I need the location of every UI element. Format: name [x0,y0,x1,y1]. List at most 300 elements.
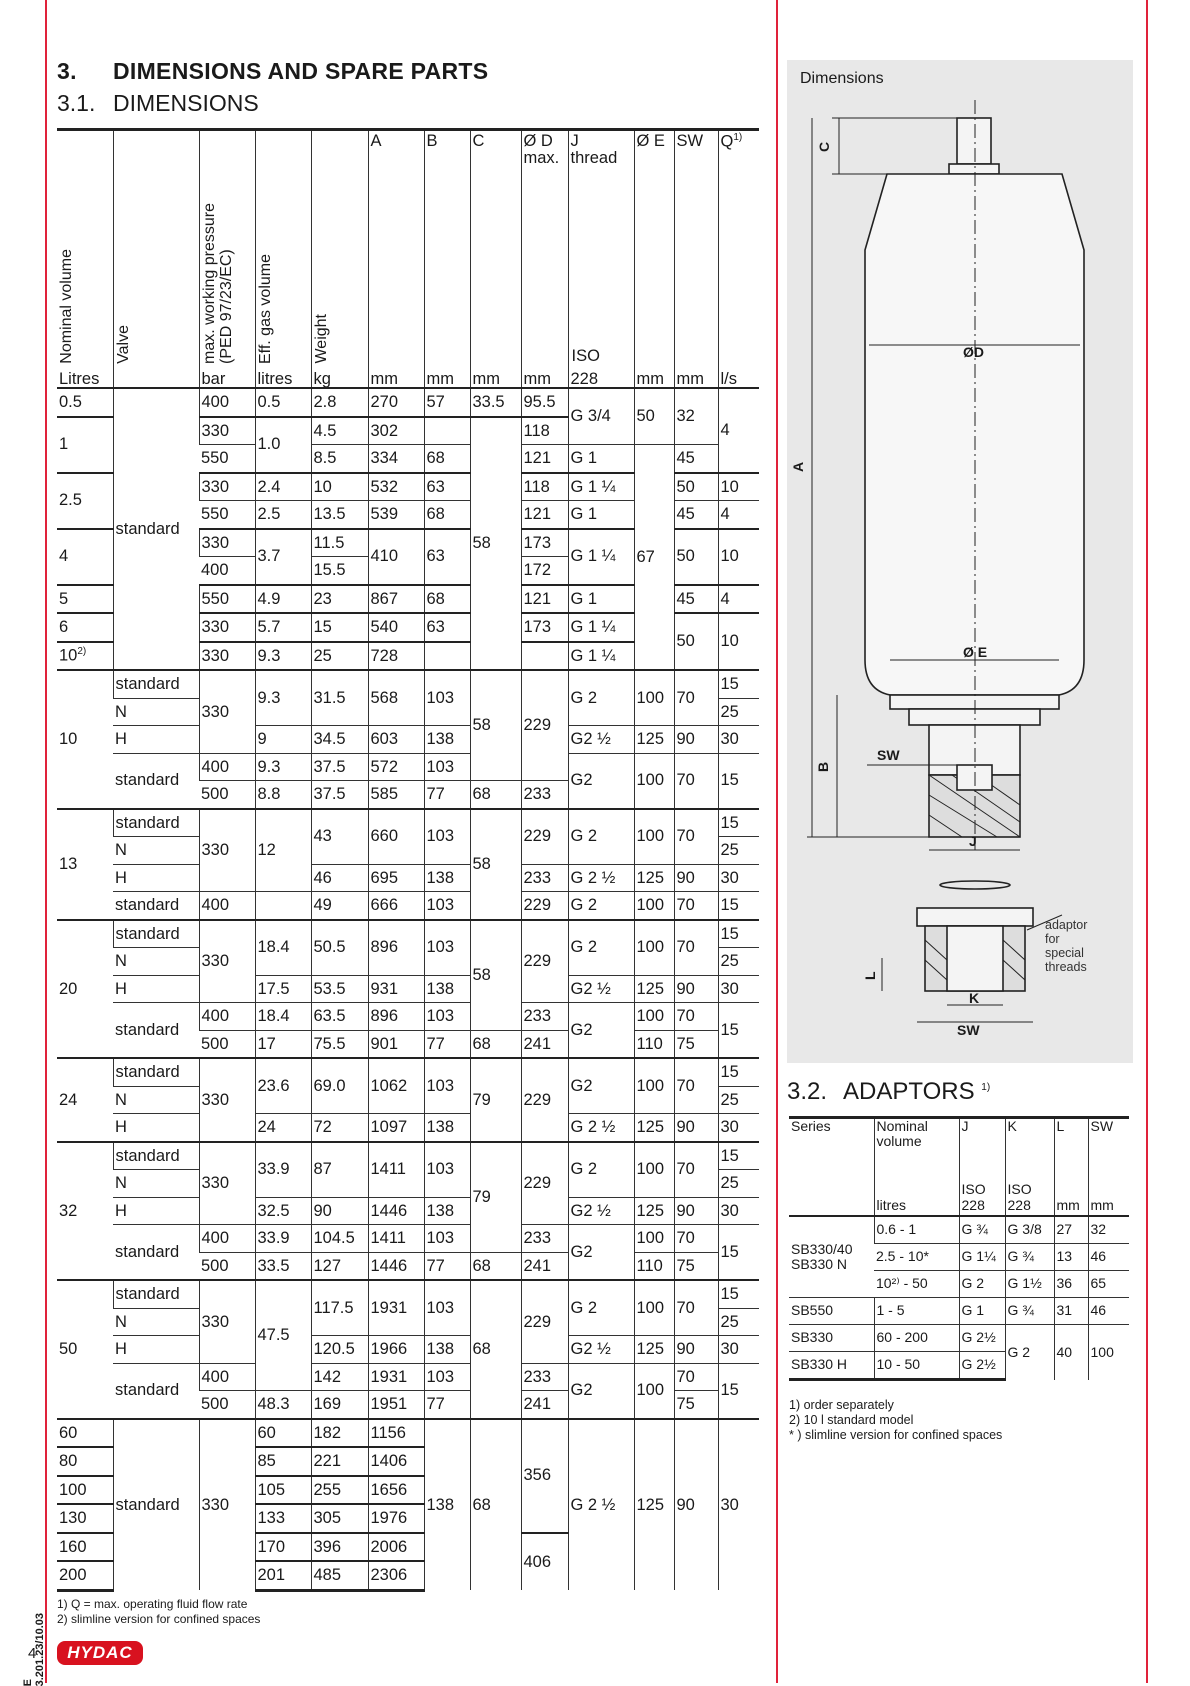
cell-vol: 24 [57,1058,113,1142]
cell-e: 110 [634,1252,674,1280]
cell-j: G2 [568,1363,634,1419]
cell-kg: 120.5 [311,1336,368,1364]
cell-a: 867 [368,585,424,614]
cell-a: 585 [368,781,424,809]
cell-j: G 1 ¼ [568,613,634,642]
cell-bar: 330 [199,642,255,671]
cell-kg: 396 [311,1533,368,1562]
cell-sw: 50 [674,473,718,501]
adp-series: SB330 H [789,1352,874,1380]
cell-valve: H [113,1336,199,1364]
adp-col-j: J ISO 228 [959,1118,1005,1217]
cell-q: 15 [718,809,759,837]
cell-gas: 2.4 [255,473,311,501]
cell-sw: 45 [674,501,718,529]
cell-bar: 330 [199,613,255,642]
table-footnotes: 1) Q = max. operating fluid flow rate 2) slimline version for confined spaces [57,1597,261,1626]
cell-kg: 142 [311,1363,368,1391]
cell-q: 4 [718,585,759,614]
cell-kg: 37.5 [311,781,368,809]
adp-series: SB330 [789,1325,874,1352]
cell-vol: 1 [57,417,113,473]
table-row [57,388,759,417]
cell-sw: 70 [674,892,718,920]
cell-sw: 45 [674,585,718,614]
label-sw: SW [877,747,900,763]
cell-q: 15 [718,670,759,698]
cell-valve: standard [113,1363,199,1419]
cell-sw: 70 [674,1363,718,1391]
cell-kg: 182 [311,1419,368,1448]
unit-cell: Litres [59,369,100,388]
cell-vol: 50 [57,1280,113,1419]
cell-kg: 221 [311,1447,368,1476]
cell-gas: 33.5 [255,1252,311,1280]
cell-kg: 49 [311,892,368,920]
cell-j: G2 ½ [568,1197,634,1225]
cell-c: 68 [470,1419,521,1591]
adaptor-note: adaptor [1045,918,1088,932]
cell-bar: 400 [199,753,255,781]
cell-kg: 63.5 [311,1003,368,1031]
cell-j: G2 [568,1003,634,1059]
adp-l: 31 [1054,1298,1088,1325]
cell-gas: 9.3 [255,753,311,781]
cell-sw: 70 [674,1058,718,1114]
cell-q: 15 [718,1142,759,1170]
cell-vol: 10 [57,670,113,809]
adp-sw: 32 [1088,1216,1129,1244]
cell-e: 125 [634,1197,674,1225]
col-b: B [424,130,470,368]
adp-l: 40 [1054,1325,1088,1380]
diagram-title: Dimensions [800,70,884,87]
adp-k: G ¾ [1005,1244,1054,1271]
cell-kg: 2.8 [311,388,368,417]
cell-valve: standard [113,1003,199,1059]
cell-j: G2 ½ [568,1336,634,1364]
cell-q: 10 [718,473,759,501]
cell-valve: N [113,837,199,865]
cell-bar: 550 [199,445,255,473]
adp-l: 27 [1054,1216,1088,1244]
col-pressure: max. working pressure (PED 97/23/EC) [199,130,255,368]
cell-bar: 330 [199,1058,255,1142]
cell-sw: 90 [674,1419,718,1591]
cell-kg: 11.5 [311,529,368,557]
adp-j: G 1¼ [959,1244,1005,1271]
cell-c: 58 [470,920,521,1031]
cell-a: 572 [368,753,424,781]
cell-a: 1097 [368,1114,424,1142]
cell-j: G2 [568,753,634,809]
cell-kg: 15.5 [311,557,368,585]
cell-sw: 75 [674,1030,718,1058]
cell-gas: 2.5 [255,501,311,529]
cell-sw: 70 [674,1142,718,1198]
cell-bar: 400 [199,1225,255,1253]
cell-j: G 3/4 [568,388,634,445]
cell-bar: 400 [199,1003,255,1031]
cell-b: 103 [424,1142,470,1198]
cell-vol: 6 [57,613,113,642]
cell-e: 100 [634,809,674,865]
cell-b: 103 [424,920,470,976]
cell-d: 233 [521,1225,568,1253]
label-a: A [790,461,806,472]
cell-b: 77 [424,781,470,809]
unit-cell: mm [521,367,568,388]
cell-q: 30 [718,864,759,892]
cell-kg: 104.5 [311,1225,368,1253]
adp-k: G ¾ [1005,1298,1054,1325]
cell-a: 302 [368,417,424,445]
cell-valve: standard [113,809,199,837]
cell-a: 695 [368,864,424,892]
table-row [57,753,759,781]
cell-sw: 90 [674,864,718,892]
cell-sw: 70 [674,753,718,809]
col-q: $Q^{1)}$ [718,130,759,368]
cell-vol: 5 [57,585,113,614]
cell-kg: 169 [311,1391,368,1419]
adaptor-footnotes: 1) order separately 2) 10 l standard model * ) slimline version for confined spaces [789,1398,1003,1442]
cell-b: 138 [424,975,470,1003]
cell-valve: N [113,1086,199,1114]
cell-bar: 330 [199,920,255,1003]
cell-e: 100 [634,753,674,809]
cell-b: 103 [424,809,470,865]
cell-valve: H [113,975,199,1003]
adp-l: 13 [1054,1244,1088,1271]
adp-j: G 2 [959,1271,1005,1298]
cell-bar: 400 [199,557,255,585]
cell-bar: 550 [199,585,255,614]
cell-e: 50 [634,388,674,445]
cell-d: 121 [521,585,568,614]
cell-vol: 4 [57,529,113,585]
cell-bar: 330 [199,529,255,557]
cell-a: 1446 [368,1197,424,1225]
cell-b: 138 [424,1114,470,1142]
table-row [789,1298,1129,1325]
cell-q: 15 [718,753,759,809]
cell-b: 138 [424,1197,470,1225]
column-divider [776,0,778,1683]
cell-gas: 133 [255,1504,311,1533]
cell-sw: 70 [674,920,718,976]
cell-b: 103 [424,1003,470,1031]
cell-e: 125 [634,975,674,1003]
label-sw2: SW [957,1022,980,1038]
cell-j: G2 [568,1058,634,1114]
cell-kg: 37.5 [311,753,368,781]
cell-d: 406 [521,1533,568,1591]
cell-valve: standard [113,670,199,698]
cell-q: 25 [718,1086,759,1114]
label-j: J [969,833,977,849]
table-row [57,1058,759,1086]
cell-q: 30 [718,1419,759,1591]
adaptor-note: special [1045,946,1084,960]
cell-bar: 400 [199,892,255,920]
cell-gas: 4.9 [255,585,311,614]
cell-sw: 50 [674,613,718,670]
cell-b [424,642,470,671]
cell-a: 1062 [368,1058,424,1114]
cell-q: 15 [718,1058,759,1086]
cell-kg: 90 [311,1197,368,1225]
cell-gas: 85 [255,1447,311,1476]
cell-e: 100 [634,920,674,976]
cell-valve: N [113,1308,199,1336]
cell-kg: 72 [311,1114,368,1142]
section-title: 3. DIMENSIONS AND SPARE PARTS [57,58,489,84]
cell-kg: 13.5 [311,501,368,529]
table-row [57,864,759,892]
cell-q: 10 [718,613,759,670]
unit-cell: mm [368,367,424,388]
cell-d: 229 [521,920,568,1003]
cell-a: 1931 [368,1363,424,1391]
cell-kg: 4.5 [311,417,368,445]
cell-kg: 43 [311,809,368,865]
cell-a: 896 [368,920,424,976]
cell-d: 229 [521,809,568,865]
cell-d: 241 [521,1252,568,1280]
cell-a: 1446 [368,1252,424,1280]
cell-gas: 12 [255,809,311,892]
cell-gas: 18.4 [255,1003,311,1031]
cell-j: G2 ½ [568,726,634,754]
cell-vol: 200 [57,1561,113,1590]
cell-vol: 0.5 [57,388,113,417]
cell-sw: 75 [674,1252,718,1280]
cell-a: 603 [368,726,424,754]
cell-gas: 1.0 [255,417,311,473]
adp-sw: 46 [1088,1244,1129,1271]
cell-kg: 87 [311,1142,368,1198]
cell-c: 68 [470,1252,521,1280]
cell-c: 58 [470,417,521,671]
cell-j: G 2 [568,920,634,976]
page-number: 4 [28,1645,37,1662]
cell-bar: 330 [199,809,255,892]
cell-gas: 9.3 [255,670,311,726]
cell-c: 79 [470,1142,521,1253]
cell-sw: 70 [674,1003,718,1031]
cell-b: 57 [424,388,470,417]
page-border-left [45,0,47,1683]
adp-k: G 1½ [1005,1271,1054,1298]
col-valve: Valve [113,130,199,368]
cell-b: 77 [424,1252,470,1280]
cell-e: 125 [634,1114,674,1142]
cell-gas: 33.9 [255,1142,311,1198]
cell-b: 103 [424,753,470,781]
cell-sw: 90 [674,975,718,1003]
adaptors-title: 3.2. ADAPTORS $^{1)}$ [787,1078,991,1105]
cell-q: 15 [718,892,759,920]
col-nominal-volume: Nominal volume [57,130,113,368]
cell-c: 58 [470,670,521,781]
cell-valve: H [113,1114,199,1142]
cell-sw: 70 [674,1280,718,1336]
cell-gas: 60 [255,1419,311,1448]
cell-e: 100 [634,1058,674,1114]
label-d: ØD [963,344,984,360]
col-a: A [368,130,424,368]
cell-gas: 47.5 [255,1280,311,1391]
cell-a: 2006 [368,1533,424,1562]
cell-kg: 23 [311,585,368,614]
cell-e: 100 [634,1363,674,1419]
cell-a: 568 [368,670,424,726]
adp-nominal: 10 - 50 [874,1352,959,1380]
cell-q: 25 [718,948,759,976]
cell-bar: 330 [199,473,255,501]
cell-d: 356 [521,1419,568,1533]
cell-c: 79 [470,1058,521,1142]
cell-sw: 70 [674,1225,718,1253]
cell-vol: 130 [57,1504,113,1533]
cell-valve: N [113,948,199,976]
cell-a: 270 [368,388,424,417]
cell-sw: 70 [674,809,718,865]
cell-c: 68 [470,1030,521,1058]
cell-d [521,642,568,671]
cell-c: 58 [470,809,521,920]
cell-d: 233 [521,1003,568,1031]
unit-cell: l/s [718,367,759,388]
adp-series: SB330/40 SB330 N [789,1216,874,1298]
cell-j: G 2 [568,809,634,865]
adp-nominal: 2.5 - 10* [874,1244,959,1271]
cell-kg: 25 [311,642,368,671]
cell-a: 1966 [368,1336,424,1364]
adp-series: SB550 [789,1298,874,1325]
table-row [57,726,759,754]
cell-valve: H [113,726,199,754]
cell-vol: 60 [57,1419,113,1448]
cell-b: 138 [424,864,470,892]
cell-j: G 2 [568,1280,634,1336]
cell-gas: 105 [255,1476,311,1505]
cell-j: G 2 ½ [568,1114,634,1142]
table-row [57,1003,759,1031]
cell-gas: 33.9 [255,1225,311,1253]
cell-q: 15 [718,1003,759,1059]
cell-c: 33.5 [470,388,521,417]
table-row [789,1216,1129,1244]
cell-sw: 90 [674,726,718,754]
cell-e: 125 [634,1419,674,1591]
cell-gas: 0.5 [255,388,311,417]
cell-d: 233 [521,1363,568,1391]
cell-vol: 10$^{2)}$ [57,642,113,671]
cell-d: 118 [521,473,568,501]
cell-kg: 117.5 [311,1280,368,1336]
cell-gas: 24 [255,1114,311,1142]
page-border-right [1146,0,1148,1683]
cell-gas: 48.3 [255,1391,311,1419]
cell-d: 229 [521,1058,568,1142]
unit-cell: kg [311,367,368,388]
cell-a: 1406 [368,1447,424,1476]
cell-gas [255,892,311,920]
cell-gas: 9.3 [255,642,311,671]
cell-b: 138 [424,1419,470,1591]
adaptors-table [789,1116,1129,1381]
cell-q: 30 [718,726,759,754]
cell-e: 100 [634,1280,674,1336]
cell-vol: 20 [57,920,113,1059]
table-row [57,1336,759,1364]
cell-a: 660 [368,809,424,865]
cell-q: 25 [718,698,759,726]
adp-sw: 46 [1088,1298,1129,1325]
adp-col-nominal: Nominal volume litres [874,1118,959,1217]
cell-q: 4 [718,388,759,473]
cell-d: 172 [521,557,568,585]
label-k: K [969,990,980,1006]
cell-j: G 2 [568,670,634,726]
cell-q: 4 [718,501,759,529]
cell-a: 410 [368,529,424,585]
table-row [57,1363,759,1391]
cell-valve: standard [113,920,199,948]
table-row [57,1114,759,1142]
cell-a: 540 [368,613,424,642]
cell-e: 125 [634,864,674,892]
cell-c: 68 [470,1280,521,1419]
cell-j: G 1 ¼ [568,473,634,501]
cell-kg: 127 [311,1252,368,1280]
cell-b: 63 [424,529,470,585]
cell-sw: 50 [674,529,718,585]
cell-a: 532 [368,473,424,501]
cell-j: G 2 [568,1142,634,1198]
cell-bar: 500 [199,1391,255,1419]
cell-j: G2 ½ [568,975,634,1003]
cell-d: 121 [521,445,568,473]
adp-k: G 2 [1005,1325,1054,1380]
cell-d: 121 [521,501,568,529]
cell-bar: 330 [199,417,255,445]
adp-col-series: Series [789,1118,874,1217]
cell-sw: 45 [674,445,718,473]
cell-vol: 13 [57,809,113,920]
cell-e: 125 [634,726,674,754]
unit-cell: bar [199,367,255,388]
unit-cell: mm [674,367,718,388]
cell-valve: standard [113,1225,199,1281]
cell-kg: 53.5 [311,975,368,1003]
cell-q: 10 [718,529,759,585]
cell-a: 1411 [368,1225,424,1253]
adp-col-sw: SW mm [1088,1118,1129,1217]
cell-sw: 90 [674,1114,718,1142]
cell-d: 233 [521,781,568,809]
col-d: Ø D max. [521,130,568,368]
cell-b: 63 [424,473,470,501]
cell-valve: H [113,864,199,892]
cell-vol: 160 [57,1533,113,1562]
cell-kg: 75.5 [311,1030,368,1058]
adp-sw: 100 [1088,1325,1129,1380]
unit-cell [113,367,199,388]
cell-e: 100 [634,1142,674,1198]
